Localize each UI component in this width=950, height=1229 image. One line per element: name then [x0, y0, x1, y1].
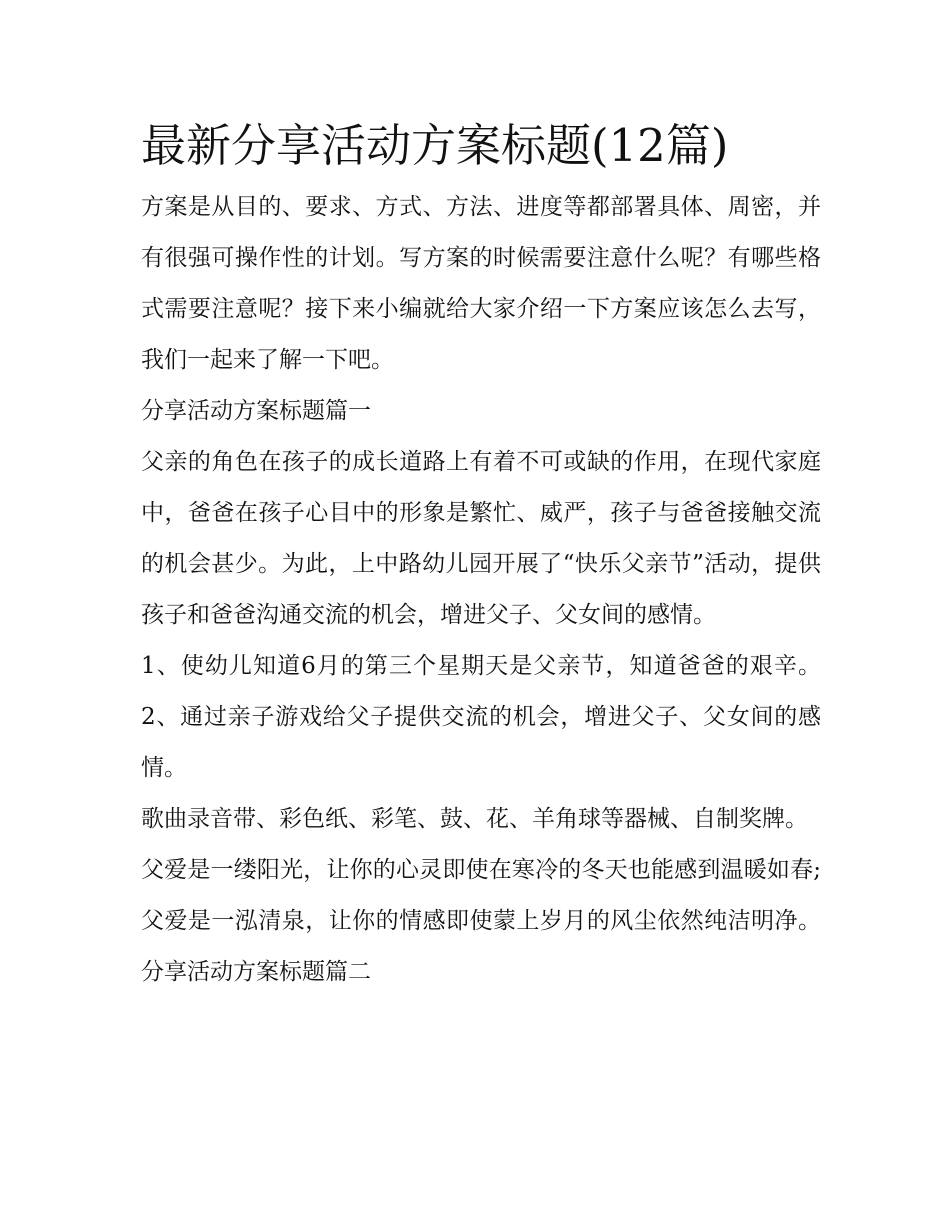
closing-paragraph: 父爱是一缕阳光，让你的心灵即使在寒冷的冬天也能感到温暖如春;父爱是一泓清泉，让你的情感即使蒙上岁月的风尘依然纯洁明净。 分享活动方案标题篇二 [141, 857, 821, 985]
document-title: 最新分享活动方案标题(12篇) [141, 119, 729, 172]
body-paragraph: 父亲的角色在孩子的成长道路上有着不可或缺的作用，在现代家庭中，爸爸在孩子心目中的形象是繁忙、威严，孩子与爸爸接触交流的机会甚少。为此，上中路幼儿园开展了“快乐父亲节”活动，提供孩子和爸爸沟通交流的机会，增进父子、父女间的感情。 [141, 449, 821, 628]
goals-paragraph: 1、使幼儿知道6月的第三个星期天是父亲节，知道爸爸的艰辛。 2、通过亲子游戏给父子提供交流的机会，增进父子、父女间的感情。 [141, 653, 821, 781]
intro-paragraph: 方案是从目的、要求、方式、方法、进度等都部署具体、周密，并有很强可操作性的计划。写方案的时候需要注意什么呢？有哪些格式需要注意呢？接下来小编就给大家介绍一下方案应该怎么去写，我们一起来了解一下吧。 [141, 194, 821, 373]
document-body [141, 112, 821, 998]
materials-paragraph: 歌曲录音带、彩色纸、彩笔、鼓、花、羊角球等器械、自制奖牌。 [141, 806, 808, 832]
section-heading: 分享活动方案标题篇一 [141, 398, 371, 424]
